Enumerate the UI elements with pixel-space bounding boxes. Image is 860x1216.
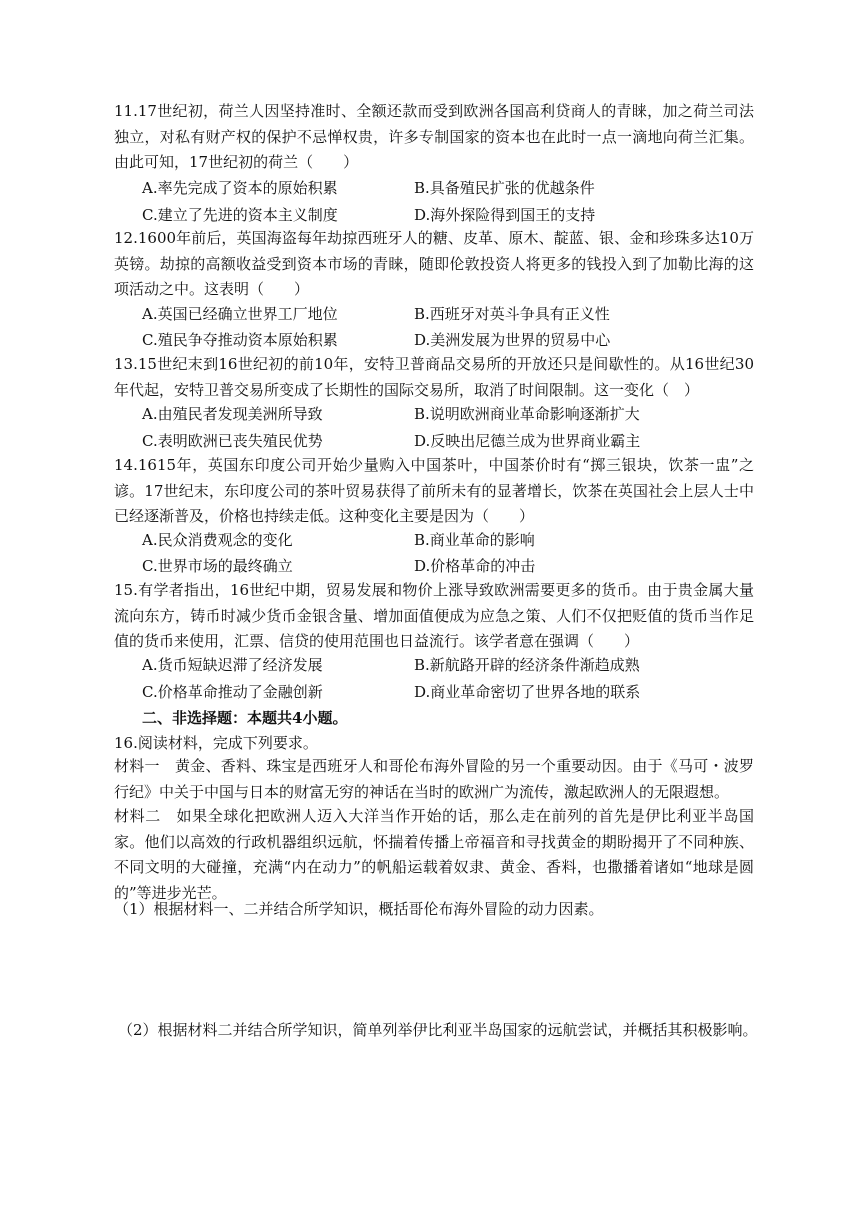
sub-question-2: （2）根据材料二并结合所学知识，简单列举伊比利亚半岛国家的远航尝试，并概括其积极影响。 bbox=[118, 1021, 758, 1039]
question-13-option-b: B.说明欧洲商业革命影响逐渐扩大 bbox=[414, 405, 640, 423]
question-15-stem: 15.有学者指出，16世纪中期，贸易发展和物价上涨导致欧洲需要更多的货币。由于贵金属大量流向东方，铸币时减少货币金银含量、增加面值便成为应急之策、人们不仅把贬值的货币当作足值的货币来使用，汇票、信贷的使用范围也日益流行。该学者意在强调（ ） bbox=[114, 581, 754, 650]
question-12-option-a: A.英国已经确立世界工厂地位 bbox=[142, 305, 338, 323]
material-1: 材料一 黄金、香料、珠宝是西班牙人和哥伦布海外冒险的另一个重要动因。由于《马可・波罗行纪》中关于中国与日本的财富无穷的神话在当时的欧洲广为流传，激起欧洲人的无限遐想。 bbox=[114, 757, 754, 801]
section-heading: 二、非选择题：本题共4小题。 bbox=[142, 709, 348, 727]
question-16-intro: 16.阅读材料，完成下列要求。 bbox=[114, 734, 318, 752]
question-13-option-c: C.表明欧洲已丧失殖民优势 bbox=[142, 432, 323, 450]
question-15-option-a: A.货币短缺迟滞了经济发展 bbox=[142, 656, 323, 674]
question-15-option-b: B.新航路开辟的经济条件渐趋成熟 bbox=[414, 656, 640, 674]
question-13-option-a: A.由殖民者发现美洲所导致 bbox=[142, 405, 323, 423]
question-15-option-d: D.商业革命密切了世界各地的联系 bbox=[414, 683, 641, 701]
question-11-option-c: C.建立了先进的资本主义制度 bbox=[142, 206, 338, 224]
question-12-option-c: C.殖民争夺推动资本原始积累 bbox=[142, 331, 338, 349]
question-11-option-a: A.率先完成了资本的原始积累 bbox=[142, 179, 338, 197]
question-13-stem: 13.15世纪末到16世纪初的前10年，安特卫普商品交易所的开放还只是间歇性的。从16世纪30年代起，安特卫普交易所变成了长期性的国际交易所，取消了时间限制。这一变化（ ） bbox=[114, 355, 754, 399]
sub-question-1: （1）根据材料一、二并结合所学知识，概括哥伦布海外冒险的动力因素。 bbox=[114, 900, 604, 918]
question-12-option-b: B.西班牙对英斗争具有正义性 bbox=[414, 305, 610, 323]
question-15-option-c: C.价格革命推动了金融创新 bbox=[142, 683, 323, 701]
question-13-option-d: D.反映出尼德兰成为世界商业霸主 bbox=[414, 432, 641, 450]
question-14-stem: 14.1615年，英国东印度公司开始少量购入中国茶叶，中国茶价时有“掷三银块，饮茶一盅”之谚。17世纪末，东印度公司的茶叶贸易获得了前所未有的显著增长，饮茶在英国社会上层人士中已经逐渐普及，价格也持续走低。这种变化主要是因为（ ） bbox=[114, 456, 754, 525]
question-11-stem: 11.17世纪初，荷兰人因坚持准时、全额还款而受到欧洲各国高利贷商人的青睐，加之荷兰司法独立，对私有财产权的保护不忌惮权贵，许多专制国家的资本也在此时一点一滴地向荷兰汇集。由此可知，17世纪初的荷兰（ ） bbox=[114, 102, 754, 171]
question-12-option-d: D.美洲发展为世界的贸易中心 bbox=[414, 331, 611, 349]
question-11-option-d: D.海外探险得到国王的支持 bbox=[414, 206, 596, 224]
question-14-option-d: D.价格革命的冲击 bbox=[414, 557, 536, 575]
question-14-option-c: C.世界市场的最终确立 bbox=[142, 557, 293, 575]
material-2: 材料二 如果全球化把欧洲人迈入大洋当作开始的话，那么走在前列的首先是伊比利亚半岛国家。他们以高效的行政机器组织远航，怀揣着传播上帝福音和寻找黄金的期盼揭开了不同种族、不同文明的大碰撞，充满“内在动力”的帆船运载着奴隶、黄金、香料，也撒播着诸如“地球是圆的”等进步光芒。 bbox=[114, 807, 754, 902]
question-12-stem: 12.1600年前后，英国海盗每年劫掠西班牙人的糖、皮革、原木、靛蓝、银、金和珍珠多达10万英镑。劫掠的高额收益受到资本市场的青睐，随即伦敦投资人将更多的钱投入到了加勒比海的这项活动之中。这表明（ ） bbox=[114, 229, 754, 298]
question-11-option-b: B.具备殖民扩张的优越条件 bbox=[414, 179, 595, 197]
question-14-option-a: A.民众消费观念的变化 bbox=[142, 531, 293, 549]
question-14-option-b: B.商业革命的影响 bbox=[414, 531, 535, 549]
